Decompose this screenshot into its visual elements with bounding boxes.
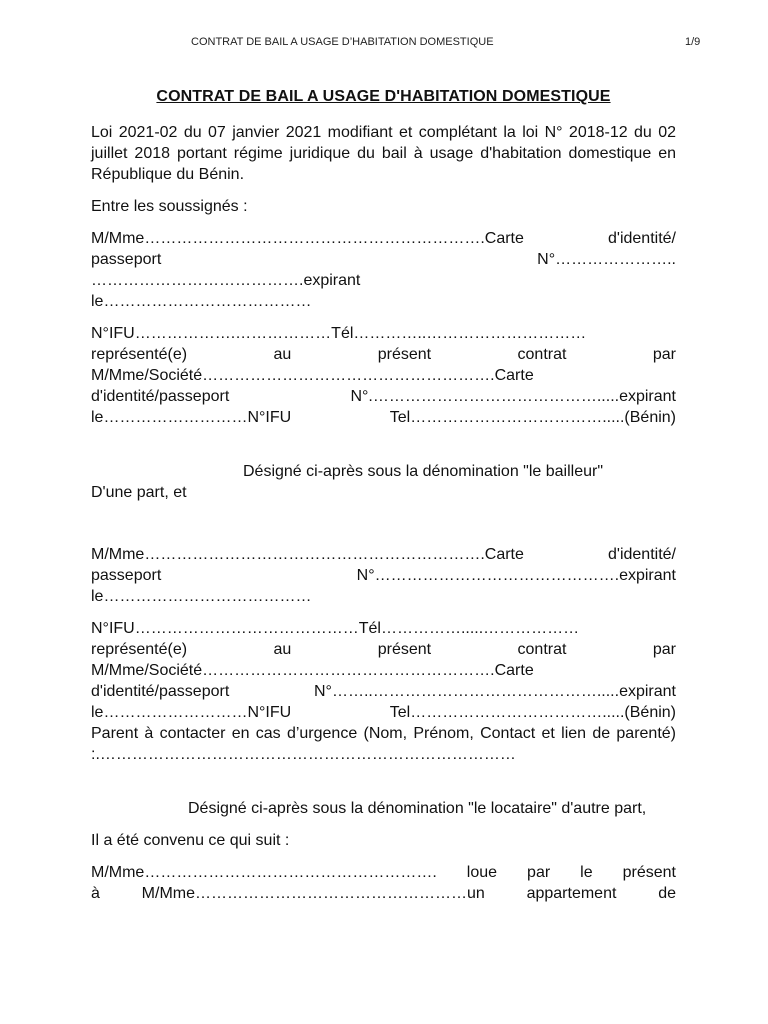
tenant-passport-line: passeport N°……………………………………….expirant	[91, 567, 676, 584]
tenant-designation: Désigné ci-après sous la dénomination "le locataire" d'autre part,	[188, 800, 647, 817]
document-body	[91, 86, 676, 904]
emergency-contact-paragraph: Parent à contacter en cas d’urgence (Nom, Prénom, Contact et lien de parenté) :.……………………………………………………………………	[91, 725, 676, 763]
lessor-id-line: d'identité/passeport N°.…………………………………….....expirant	[91, 388, 676, 405]
tenant-id-line: d'identité/passeport N°……..…………………………………….....expirant	[91, 683, 676, 700]
document-title: CONTRAT DE BAIL A USAGE D'HABITATION DOMESTIQUE	[156, 88, 611, 105]
tenant-represented-line: représenté(e) au présent contrat par	[91, 641, 676, 658]
agreement-intro: Il a été convenu ce qui suit :	[91, 832, 290, 849]
tenant-date-line: le…………………………………	[91, 588, 312, 605]
page-number: 1/9	[685, 36, 701, 48]
lessor-represented-line: représenté(e) au présent contrat par	[91, 346, 676, 363]
rent-clause	[91, 862, 676, 904]
lessor-designation: Désigné ci-après sous la dénomination "le bailleur"	[243, 463, 603, 480]
law-reference-paragraph: Loi 2021-02 du 07 janvier 2021 modifiant et complétant la loi N° 2018-12 du 02 juillet 2018 portant régime juridique du bail à usage d'habitation domestique en République du Bénin.	[91, 124, 676, 183]
lessor-name-line: M/Mme……………………………………………………….Carte d'identité/	[91, 230, 676, 247]
tenant-name-line: M/Mme……………………………………………………….Carte d'identité/	[91, 546, 676, 563]
lessor-designation-continued: D'une part, et	[91, 484, 187, 501]
rent-clause-line-2: à M/Mme……………………………………………un appartement de	[91, 885, 676, 902]
tenant-identity-block	[91, 544, 676, 607]
rent-clause-line-1: M/Mme………………………………………………. loue par le présent	[91, 864, 676, 881]
lessor-company-line: M/Mme/Société……………………………………………….Carte	[91, 367, 534, 384]
between-parties-text: Entre les soussignés :	[91, 198, 248, 215]
running-header-title: CONTRAT DE BAIL A USAGE D’HABITATION DOMESTIQUE	[191, 36, 494, 48]
lessor-ifu-tel-line: le………………………N°IFU Tel……………………………….....(Bénin)	[91, 409, 676, 426]
tenant-representative-block	[91, 618, 676, 765]
tenant-company-line: M/Mme/Société……………………………………………….Carte	[91, 662, 534, 679]
lessor-expiry-line: ………………………………….expirant	[91, 272, 361, 289]
tenant-ifu-tel-line: le………………………N°IFU Tel……………………………….....(Bénin)	[91, 704, 676, 721]
lessor-representative-block	[91, 323, 676, 428]
lessor-date-line: le…………………………………	[91, 293, 312, 310]
lessor-identity-block	[91, 228, 676, 312]
lessor-passport-line: passeport N°…………………..	[91, 251, 676, 268]
tenant-ifu-line: N°IFU……………………………………Tél…………….....………………	[91, 620, 580, 637]
lessor-ifu-line: N°IFU……………….………………Tél…………..…………………………	[91, 325, 587, 342]
